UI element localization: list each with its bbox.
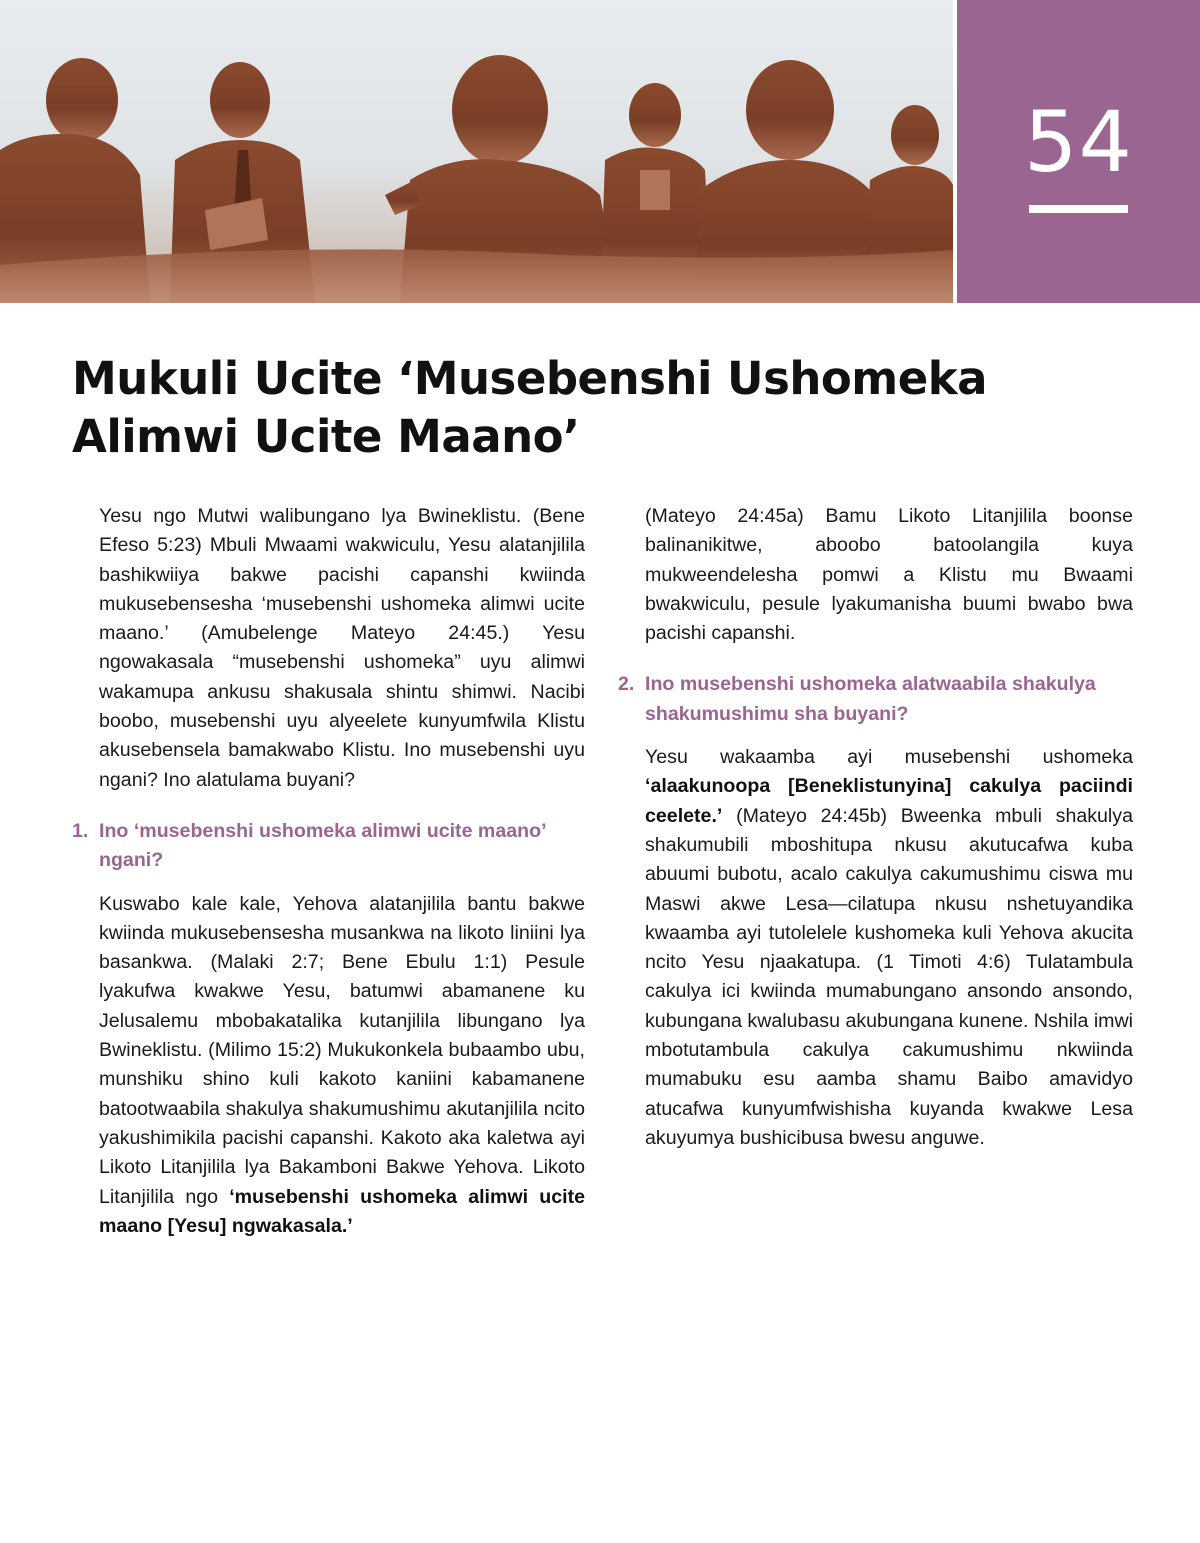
section-2-question-text: Ino musebenshi ushomeka alatwaabila shakulya shakumushimu sha buyani? [645, 673, 1096, 725]
section-2-text-after: (Mateyo 24:45b) Bweenka mbuli shakulya shakumubili mboshitupa nkusu akutucafwa kuba abuumi bubotu, acalo cakulya cakumushimu ciswa mu Maswi akwe Lesa—cilatupa nkusu nshetuyandika kwaamba ayi tutolelele kushomeka kuli Yehova akucita ncito Yesu njaakatupa. (1 Timoti 4:6) Tulatambula cakulya ici kwiinda mumabungano ansondo ansondo, kubungana kwalubasu akubungana kunene. Nshila imwi mbotutambula cakulya cakumushimu nkwiinda mumabuku esu aamba shamu Baibo amavidyo atucafwa kunyumfwishisha kuyanda kwakwe Lesa akuyumya bushicibusa bwesu anguwe. [645, 804, 1133, 1149]
lesson-number-underline [1029, 205, 1128, 213]
section-2-text-before: Yesu wakaamba ayi musebenshi ushomeka [645, 746, 1133, 769]
section-2-quote: ‘alaakunoopa [Beneklistunyina] cakulya paciindi ceelete.’ [645, 775, 1133, 827]
section-2-number: 2. [618, 673, 635, 696]
header-illustration [0, 0, 953, 303]
section-1-paragraph-continued: (Mateyo 24:45a) Bamu Likoto Litanjilila boonse balinanikitwe, aboobo batoolangila kuya mukweendelesha pomwi a Klistu mu Bwaami bwakwiculu, pesule lyakumanisha buumi bwabo bwa pacishi capanshi. [645, 505, 1133, 645]
section-1-question-text: Ino ‘musebenshi ushomeka alimwi ucite maano’ ngani? [99, 819, 546, 872]
section-1-question [72, 817, 585, 876]
right-column [618, 502, 1133, 1153]
left-column [72, 502, 585, 1241]
section-2-question [618, 670, 1133, 729]
intro-paragraph: Yesu ngo Mutwi walibungano lya Bwineklistu. (Bene Efeso 5:23) Mbuli Mwaami wakwiculu, Yesu alatanjilila bashikwiiya bakwe pacishi capanshi kwiinda mukusebensesha ‘musebenshi ushomeka alimwi ucite maano.’ (Amubelenge Mateyo 24:45.) Yesu ngowakasala “musebenshi ushomeka” uyu alimwi wakamupa ankusu shakusala shintu shimwi. Nacibi boobo, musebenshi uyu alyeelete kunyumfwila Klistu akusebensela bamakwabo Klistu. Ino musebenshi uyu ngani? Ino alatulama buyani? [99, 505, 585, 791]
section-1-number: 1. [72, 819, 89, 842]
section-1-paragraph [99, 890, 585, 1242]
lesson-number-box [957, 0, 1200, 303]
section-1-quote: ‘musebenshi ushomeka alimwi ucite maano [Yesu] ngwakasala.’ [99, 1185, 585, 1237]
section-1-text: Kuswabo kale kale, Yehova alatanjilila bantu bakwe kwiinda mukusebensesha musankwa na likoto liniini lya basankwa. (Malaki 2:7; Bene Ebulu 1:1) Pesule lyakufwa kwakwe Yesu, batumwi abamanene ku Jelusalemu mbobakatalika kutanjilila libungano lya Bwineklistu. (Milimo 15:2) Mukukonkela bubaambo ubu, munshiku shino kuli kakoto kaniini kabamanene batootwaabila shakulya shakumushimu akutanjilila ncito yakushimikila pacishi capanshi. Kakoto aka kaletwa ayi Likoto Litanjilila lya Bakamboni Bakwe Yehova. Likoto Litanjilila ngo [99, 892, 585, 1208]
section-2-paragraph [645, 743, 1133, 1153]
page-title: Mukuli Ucite ‘Musebenshi Ushomeka Alimwi Ucite Maano’ [72, 352, 988, 463]
lesson-number: 54 [1024, 93, 1133, 191]
men-silhouettes-image [0, 0, 953, 303]
